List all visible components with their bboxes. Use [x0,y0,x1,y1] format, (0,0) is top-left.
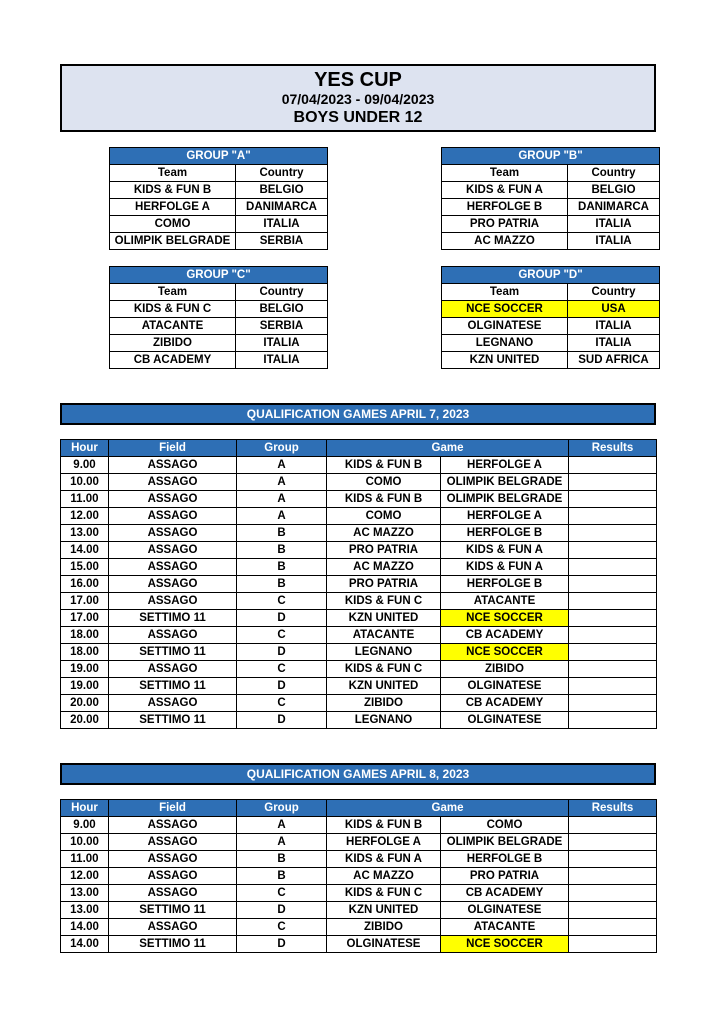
away-team: COMO [441,817,569,834]
game-field: ASSAGO [109,491,237,508]
game-group: D [237,610,327,627]
team-country: ITALIA [568,233,660,250]
game-field: SETTIMO 11 [109,902,237,919]
away-team: NCE SOCCER [441,936,569,953]
game-result [569,644,657,661]
game-result [569,610,657,627]
home-team: AC MAZZO [327,559,441,576]
game-field: ASSAGO [109,525,237,542]
away-team: KIDS & FUN A [441,542,569,559]
game-field: ASSAGO [109,593,237,610]
game-field: SETTIMO 11 [109,610,237,627]
home-team: KIDS & FUN B [327,457,441,474]
game-result [569,851,657,868]
team-country: BELGIO [236,182,328,199]
game-field: ASSAGO [109,885,237,902]
home-team: AC MAZZO [327,868,441,885]
home-team: LEGNANO [327,712,441,729]
game-result [569,834,657,851]
schedule-header-row [61,800,657,817]
group-row [442,318,660,335]
game-group: A [237,474,327,491]
game-result [569,491,657,508]
game-hour: 15.00 [61,559,109,576]
home-team: ZIBIDO [327,695,441,712]
group-title: GROUP "D" [442,267,660,284]
team-name: KIDS & FUN B [110,182,236,199]
away-team: HERFOLGE A [441,457,569,474]
group-table [109,147,328,250]
home-team: KZN UNITED [327,902,441,919]
group-table [109,266,328,369]
game-group: D [237,644,327,661]
team-name: AC MAZZO [442,233,568,250]
game-row [61,868,657,885]
game-field: SETTIMO 11 [109,936,237,953]
game-field: ASSAGO [109,559,237,576]
game-field: ASSAGO [109,457,237,474]
game-group: D [237,902,327,919]
game-hour: 17.00 [61,593,109,610]
group-row [442,301,660,318]
game-group: B [237,851,327,868]
team-name: COMO [110,216,236,233]
home-team: PRO PATRIA [327,542,441,559]
game-group: C [237,695,327,712]
home-team: KIDS & FUN C [327,593,441,610]
game-hour: 16.00 [61,576,109,593]
team-country: ITALIA [236,335,328,352]
team-name: OLGINATESE [442,318,568,335]
game-hour: 20.00 [61,695,109,712]
team-name: ZIBIDO [110,335,236,352]
game-hour: 12.00 [61,508,109,525]
home-team: KZN UNITED [327,610,441,627]
game-row [61,576,657,593]
home-team: KIDS & FUN B [327,491,441,508]
day1-banner: QUALIFICATION GAMES APRIL 7, 2023 [60,403,656,425]
game-result [569,678,657,695]
group-row [442,352,660,369]
game-group: A [237,457,327,474]
team-name: HERFOLGE B [442,199,568,216]
game-hour: 14.00 [61,919,109,936]
game-field: ASSAGO [109,695,237,712]
home-team: AC MAZZO [327,525,441,542]
game-row [61,695,657,712]
game-result [569,868,657,885]
game-row [61,644,657,661]
hour-column-header: Hour [61,440,109,457]
game-row [61,610,657,627]
away-team: NCE SOCCER [441,610,569,627]
home-team: LEGNANO [327,644,441,661]
group-row [110,199,328,216]
game-result [569,695,657,712]
field-column-header: Field [109,440,237,457]
game-row [61,817,657,834]
game-result [569,661,657,678]
team-country: DANIMARCA [236,199,328,216]
game-group: A [237,817,327,834]
schedule-header-row [61,440,657,457]
game-row [61,851,657,868]
game-field: ASSAGO [109,627,237,644]
group-row [110,233,328,250]
team-name: KIDS & FUN A [442,182,568,199]
away-team: OLIMPIK BELGRADE [441,491,569,508]
game-row [61,678,657,695]
team-name: HERFOLGE A [110,199,236,216]
team-country: USA [568,301,660,318]
game-hour: 10.00 [61,474,109,491]
group-row [442,335,660,352]
away-team: OLIMPIK BELGRADE [441,474,569,491]
game-group: D [237,712,327,729]
game-row [61,474,657,491]
group-row [110,352,328,369]
group-table [441,147,660,250]
game-field: ASSAGO [109,868,237,885]
field-column-header: Field [109,800,237,817]
game-result [569,919,657,936]
game-row [61,559,657,576]
day1-schedule-table [60,439,657,729]
game-row [61,661,657,678]
home-team: KIDS & FUN C [327,885,441,902]
group-row [110,318,328,335]
game-row [61,919,657,936]
home-team: ATACANTE [327,627,441,644]
game-hour: 11.00 [61,491,109,508]
home-team: KZN UNITED [327,678,441,695]
away-team: HERFOLGE B [441,851,569,868]
game-group: B [237,576,327,593]
home-team: OLGINATESE [327,936,441,953]
team-country: ITALIA [568,318,660,335]
game-group: B [237,525,327,542]
team-country: ITALIA [568,335,660,352]
team-column-header: Team [110,284,236,301]
game-hour: 9.00 [61,457,109,474]
game-result [569,817,657,834]
game-result [569,542,657,559]
game-result [569,593,657,610]
group-title: GROUP "B" [442,148,660,165]
game-field: ASSAGO [109,834,237,851]
game-field: ASSAGO [109,542,237,559]
game-group: B [237,868,327,885]
group-title: GROUP "C" [110,267,328,284]
team-country: DANIMARCA [568,199,660,216]
game-result [569,936,657,953]
game-group: C [237,919,327,936]
home-team: KIDS & FUN A [327,851,441,868]
game-result [569,576,657,593]
game-hour: 18.00 [61,644,109,661]
game-row [61,542,657,559]
team-name: CB ACADEMY [110,352,236,369]
game-group: D [237,936,327,953]
game-row [61,627,657,644]
game-result [569,712,657,729]
away-team: OLIMPIK BELGRADE [441,834,569,851]
game-hour: 9.00 [61,817,109,834]
game-row [61,834,657,851]
game-hour: 12.00 [61,868,109,885]
game-field: ASSAGO [109,474,237,491]
home-team: KIDS & FUN B [327,817,441,834]
game-field: ASSAGO [109,817,237,834]
country-column-header: Country [236,165,328,182]
document-header [60,64,656,132]
away-team: HERFOLGE B [441,576,569,593]
game-group: C [237,593,327,610]
home-team: COMO [327,474,441,491]
game-hour: 10.00 [61,834,109,851]
game-hour: 18.00 [61,627,109,644]
team-country: BELGIO [568,182,660,199]
away-team: OLGINATESE [441,712,569,729]
game-row [61,902,657,919]
group-row [110,182,328,199]
away-team: PRO PATRIA [441,868,569,885]
team-name: KZN UNITED [442,352,568,369]
game-group: B [237,542,327,559]
away-team: ZIBIDO [441,661,569,678]
game-group: A [237,491,327,508]
team-column-header: Team [442,284,568,301]
game-row [61,457,657,474]
group-column-header: Group [237,800,327,817]
group-row [110,335,328,352]
game-group: A [237,508,327,525]
game-field: SETTIMO 11 [109,712,237,729]
day2-schedule-table [60,799,657,953]
results-column-header: Results [569,800,657,817]
game-field: ASSAGO [109,576,237,593]
home-team: KIDS & FUN C [327,661,441,678]
game-result [569,627,657,644]
away-team: ATACANTE [441,593,569,610]
game-hour: 14.00 [61,542,109,559]
game-group: C [237,885,327,902]
team-name: PRO PATRIA [442,216,568,233]
away-team: OLGINATESE [441,902,569,919]
game-result [569,885,657,902]
game-group: A [237,834,327,851]
group-row [110,216,328,233]
game-field: ASSAGO [109,851,237,868]
game-result [569,902,657,919]
team-column-header: Team [110,165,236,182]
document-title: YES CUP [314,69,402,91]
game-result [569,474,657,491]
game-hour: 13.00 [61,902,109,919]
team-name: OLIMPIK BELGRADE [110,233,236,250]
game-field: ASSAGO [109,661,237,678]
game-row [61,525,657,542]
game-row [61,936,657,953]
group-row [442,233,660,250]
away-team: ATACANTE [441,919,569,936]
away-team: OLGINATESE [441,678,569,695]
game-group: C [237,661,327,678]
team-name: NCE SOCCER [442,301,568,318]
game-field: SETTIMO 11 [109,678,237,695]
away-team: CB ACADEMY [441,627,569,644]
game-hour: 19.00 [61,678,109,695]
game-column-header: Game [327,800,569,817]
game-row [61,885,657,902]
team-country: ITALIA [236,216,328,233]
team-country: ITALIA [568,216,660,233]
group-row [442,182,660,199]
group-table [441,266,660,369]
team-country: BELGIO [236,301,328,318]
game-group: D [237,678,327,695]
group-column-header: Group [237,440,327,457]
group-title: GROUP "A" [110,148,328,165]
away-team: CB ACADEMY [441,885,569,902]
team-country: ITALIA [236,352,328,369]
game-group: C [237,627,327,644]
game-hour: 11.00 [61,851,109,868]
game-group: B [237,559,327,576]
game-result [569,525,657,542]
home-team: COMO [327,508,441,525]
day2-banner: QUALIFICATION GAMES APRIL 8, 2023 [60,763,656,785]
team-name: LEGNANO [442,335,568,352]
game-row [61,593,657,610]
home-team: HERFOLGE A [327,834,441,851]
hour-column-header: Hour [61,800,109,817]
away-team: NCE SOCCER [441,644,569,661]
game-row [61,712,657,729]
game-field: SETTIMO 11 [109,644,237,661]
game-field: ASSAGO [109,508,237,525]
game-result [569,559,657,576]
game-hour: 13.00 [61,885,109,902]
game-hour: 17.00 [61,610,109,627]
team-column-header: Team [442,165,568,182]
game-hour: 20.00 [61,712,109,729]
team-country: SUD AFRICA [568,352,660,369]
team-country: SERBIA [236,318,328,335]
game-column-header: Game [327,440,569,457]
away-team: CB ACADEMY [441,695,569,712]
game-hour: 19.00 [61,661,109,678]
country-column-header: Country [568,165,660,182]
team-name: KIDS & FUN C [110,301,236,318]
group-row [110,301,328,318]
document-dates: 07/04/2023 - 09/04/2023 [281,91,435,107]
home-team: ZIBIDO [327,919,441,936]
game-row [61,508,657,525]
away-team: KIDS & FUN A [441,559,569,576]
game-hour: 14.00 [61,936,109,953]
game-result [569,508,657,525]
away-team: HERFOLGE B [441,525,569,542]
group-row [442,216,660,233]
game-hour: 13.00 [61,525,109,542]
away-team: HERFOLGE A [441,508,569,525]
game-result [569,457,657,474]
document-category: BOYS UNDER 12 [293,109,423,126]
game-field: ASSAGO [109,919,237,936]
group-row [442,199,660,216]
game-row [61,491,657,508]
team-name: ATACANTE [110,318,236,335]
team-country: SERBIA [236,233,328,250]
country-column-header: Country [568,284,660,301]
home-team: PRO PATRIA [327,576,441,593]
results-column-header: Results [569,440,657,457]
country-column-header: Country [236,284,328,301]
